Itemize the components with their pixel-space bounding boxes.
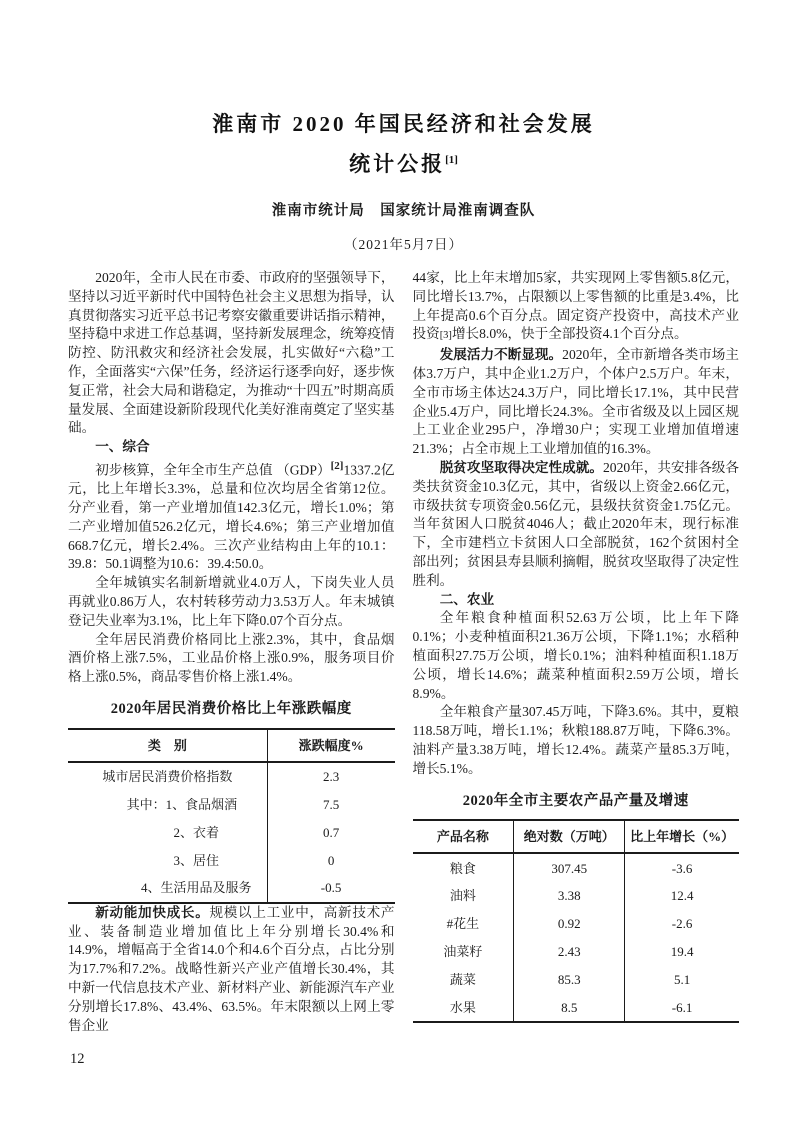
table-row bbox=[413, 882, 740, 910]
document-title-line1: 淮南市 2020 年国民经济和社会发展 bbox=[212, 112, 595, 136]
agri-product-name: 粮食 bbox=[449, 860, 476, 876]
cpi-table bbox=[68, 728, 395, 904]
paragraph-lead: 脱贫攻坚取得决定性成就。 bbox=[439, 459, 603, 475]
cpi-row-value: 0 bbox=[267, 846, 394, 874]
two-column-body bbox=[68, 269, 739, 1035]
paragraph-cpi: 全年居民消费价格同比上涨2.3%，其中，食品烟酒价格上涨7.5%，工业品价格上涨0.9%，服务项目价格上涨0.5%，商品零售价格上涨1.4%。 bbox=[68, 631, 395, 685]
cpi-row-value: -0.5 bbox=[267, 874, 394, 903]
cpi-row-label: 2、衣着 bbox=[173, 824, 219, 840]
paragraph-market-vitality bbox=[413, 346, 740, 459]
agri-header-product: 产品名称 bbox=[413, 820, 514, 853]
agri-product-name: 水果 bbox=[449, 999, 476, 1015]
agri-header-growth: 比上年增长（%） bbox=[625, 820, 739, 853]
paragraph-gdp-text-rest: 1337.2亿元，比上年增长3.3%，总量和位次均居全省第12位。分产业看，第一产业增加值142.3亿元，增长1.0%；第二产业增加值526.2亿元，增长4.6%；第三产业增加值668.7亿元，增长2.4%。三次产业结构由上年的10.1：39.8：50.1调整为10.6：39.4:50.0。 bbox=[68, 462, 395, 572]
table-row bbox=[68, 818, 395, 846]
agri-product-value: 0.92 bbox=[514, 910, 625, 938]
agri-product-value: 85.3 bbox=[514, 965, 625, 993]
agri-table bbox=[413, 819, 740, 1023]
agri-product-growth: 19.4 bbox=[625, 938, 739, 966]
agri-product-value: 2.43 bbox=[514, 938, 625, 966]
agri-product-growth: 12.4 bbox=[625, 882, 739, 910]
table-row bbox=[68, 874, 395, 903]
table-row bbox=[68, 791, 395, 819]
paragraph-retail-continued bbox=[413, 269, 740, 346]
agri-product-name: #花生 bbox=[446, 916, 480, 932]
paragraph-text-rest: 增长8.0%，快于全部投资4.1个百分点。 bbox=[451, 326, 688, 342]
agri-product-value: 307.45 bbox=[514, 853, 625, 882]
cpi-row-value: 0.7 bbox=[267, 818, 394, 846]
paragraph-lead: 新动能加快成长。 bbox=[95, 904, 210, 920]
document-title-line2 bbox=[68, 142, 739, 182]
agri-table-title: 2020年全市主要农产品产量及增速 bbox=[462, 792, 689, 809]
gdp-footnote-marker: [2] bbox=[330, 459, 344, 472]
agri-product-growth: -6.1 bbox=[625, 993, 739, 1022]
cpi-row-label: 3、居住 bbox=[173, 852, 219, 868]
table-row bbox=[68, 846, 395, 874]
cpi-table-title: 2020年居民消费价格比上年涨跌幅度 bbox=[110, 701, 352, 718]
title-text: 统计公报 bbox=[349, 152, 446, 176]
paragraph-gdp bbox=[68, 457, 395, 574]
paragraph-employment: 全年城镇实名制新增就业4.0万人，下岗失业人员再就业0.86万人，农村转移劳动力3.53万人。年末城镇登记失业率为3.1%，比上年下降0.07个百分点。 bbox=[68, 575, 395, 628]
paragraph-intro: 2020年，全市人民在市委、市政府的坚强领导下，坚持以习近平新时代中国特色社会主义思想为指导，认真贯彻落实习近平总书记考察安徽重要讲话指示精神，坚持稳中求进工作总基调，坚持新发展理念，统筹疫情防控、防汛救灾和经济社会发展，扎实做好“六稳”工作，全面落实“六保”任务，经济运行逐季向好，逐步恢复正常，社会大局和谐稳定，为推动“十四五”时期高质量发展、全面建设新阶段现代化美好淮南奠定了坚实基础。 bbox=[68, 270, 395, 436]
agri-product-growth: 5.1 bbox=[625, 965, 739, 993]
paragraph-lead: 发展活力不断显现。 bbox=[439, 347, 563, 363]
table-row bbox=[68, 762, 395, 791]
paragraph-gdp-text: 初步核算，全年全市生产总值 （GDP） bbox=[95, 462, 331, 478]
agri-product-growth: -2.6 bbox=[625, 910, 739, 938]
cpi-table-header-row bbox=[68, 729, 395, 762]
cpi-row-label: 城市居民消费价格指数 bbox=[102, 769, 233, 785]
table-row bbox=[413, 910, 740, 938]
cpi-row-value: 2.3 bbox=[267, 762, 394, 791]
agri-product-value: 8.5 bbox=[514, 993, 625, 1022]
section-heading-1: 一、综合 bbox=[95, 439, 150, 455]
cpi-row-value: 7.5 bbox=[267, 791, 394, 819]
agri-header-absolute: 绝对数（万吨） bbox=[514, 820, 625, 853]
paragraph-poverty-alleviation bbox=[413, 459, 740, 591]
byline: 淮南市统计局 国家统计局淮南调查队 bbox=[271, 203, 536, 219]
paragraph-text: 44家，比上年末增加5家，共实现网上零售额5.8亿元，同比增长13.7%，占限额以上零售额的比重是3.4%，比上年提高0.6个百分点。固定资产投资中，高技术产业投资 bbox=[412, 270, 739, 342]
document-header bbox=[68, 106, 739, 253]
paragraph-text: 规模以上工业中，高新技术产业、装备制造业增加值比上年分别增长30.4%和14.9%，增幅高于全省14.0个和4.6个百分点，占比分别为17.7%和7.2%。战略性新兴产业产值增长30.4%，其中新一代信息技术产业、新材料产业、新能源汽车产业分别增长17.8%、43.4%、63.5%。年末限额以上网上零售企业 bbox=[68, 904, 395, 1033]
cpi-header-category: 类 别 bbox=[68, 729, 267, 762]
paragraph-text: 2020年，全市新增各类市场主体3.7万户，其中企业1.2万户，个体户2.5万户。年末，全市市场主体达24.3万户，同比增长17.1%，其中民营企业5.4万户，同比增长24.3%。全市省级及以上园区规上工业企业295户，净增30户；实现工业增加值增速21.3%；占全市规上工业增加值的16.3%。 bbox=[412, 347, 740, 457]
cpi-header-change: 涨跌幅度% bbox=[267, 729, 394, 762]
table-row bbox=[413, 993, 740, 1022]
left-column bbox=[68, 269, 395, 1035]
agri-product-value: 3.38 bbox=[514, 882, 625, 910]
investment-footnote-marker: [3] bbox=[439, 330, 452, 342]
agri-product-growth: -3.6 bbox=[625, 853, 739, 882]
publication-date: （2021年5月7日） bbox=[344, 237, 463, 252]
agri-product-name: 油菜籽 bbox=[443, 944, 483, 960]
paragraph-new-drivers bbox=[68, 904, 395, 1036]
cpi-row-label: 4、生活用品及服务 bbox=[140, 880, 252, 896]
paragraph-grain-output: 全年粮食产量307.45万吨，下降3.6%。其中，夏粮118.58万吨，增长1.1%；秋粮188.87万吨，下降6.3%。油料产量3.38万吨，增长12.4%。蔬菜产量85.3万吨，增长5.1%。 bbox=[412, 704, 739, 776]
title-footnote-marker: [1] bbox=[445, 154, 458, 166]
table-row bbox=[413, 965, 740, 993]
table-row bbox=[413, 853, 740, 882]
table-row bbox=[413, 938, 740, 966]
paragraph-planting-area: 全年粮食种植面积52.63万公顷，比上年下降0.1%；小麦种植面积21.36万公顷，下降1.1%；水稻种植面积27.75万公顷，增长0.1%；油料种植面积1.18万公顷，增长14.6%；蔬菜种植面积2.59万公顷，增长8.9%。 bbox=[412, 610, 739, 701]
cpi-row-label: 其中：1、食品烟酒 bbox=[126, 797, 238, 813]
right-column bbox=[413, 269, 740, 1035]
paragraph-text: 2020年，共安排各级各类扶贫资金10.3亿元，其中，省级以上资金2.66亿元，市级扶贫专项资金0.56亿元，县级扶贫资金1.75亿元。当年贫困人口脱贫4046人；截止2020年末，现行标准下，全市建档立卡贫困人口全部脱贫，162个贫困村全部出列；贫困县寿县顺利摘帽，脱贫攻坚取得了决定性胜利。 bbox=[412, 459, 740, 588]
page-number: 12 bbox=[70, 1051, 85, 1067]
section-heading-2: 二、农业 bbox=[439, 591, 495, 607]
agri-table-header-row bbox=[413, 820, 740, 853]
agri-product-name: 蔬菜 bbox=[449, 971, 476, 987]
agri-product-name: 油料 bbox=[449, 888, 476, 904]
